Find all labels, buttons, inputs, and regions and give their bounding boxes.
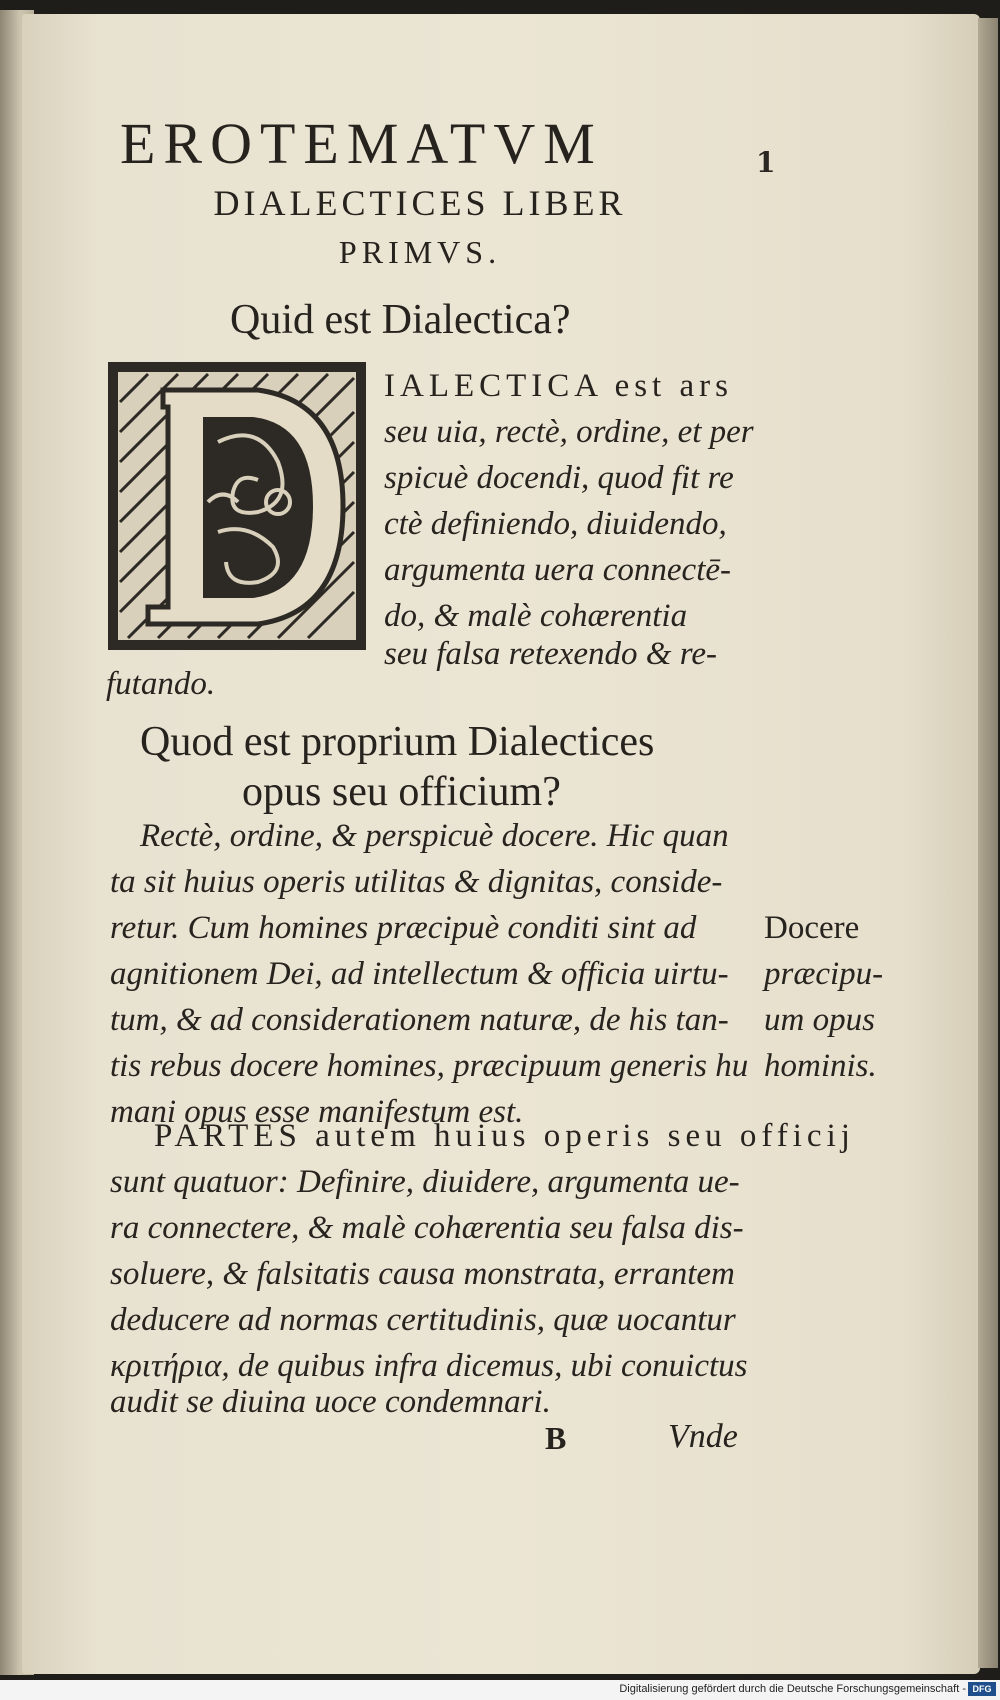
para3-line-4: soluere, & falsitatis causa monstrata, errantem	[110, 1256, 735, 1292]
para3-line-2: sunt quatuor: Definire, diuidere, argumenta ue-	[110, 1164, 740, 1200]
para1-line-3: spicuè docendi, quod fit re	[384, 460, 734, 496]
para2-line-2: ta sit huius operis utilitas & dignitas, conside-	[110, 864, 723, 900]
para2-line-3: retur. Cum homines præcipuè conditi sint ad	[110, 910, 697, 946]
footer-credit: Digitalisierung gefördert durch die Deutsche Forschungsgemeinschaft -	[619, 1683, 966, 1695]
decorated-initial-d	[108, 362, 366, 650]
para1-line-7: seu falsa retexendo & re-	[384, 636, 717, 672]
para1-line-4: ctè definiendo, diuidendo,	[384, 506, 727, 542]
para2-line-5: tum, & ad considerationem naturæ, de his tan-	[110, 1002, 729, 1038]
title-subtitle-2: PRIMVS.	[338, 234, 502, 270]
para3-line-1: PARTES autem huius operis seu officij	[154, 1118, 855, 1154]
para2-line-4: agnitionem Dei, ad intellectum & officia uirtu-	[110, 956, 729, 992]
right-page-edge	[978, 18, 998, 1668]
para3-line-5: deducere ad normas certitudinis, quæ uocantur	[110, 1302, 736, 1338]
margin-note-line-2: præcipu-	[764, 956, 884, 992]
para3-line-6: κριτήρια, de quibus infra dicemus, ubi conuictus	[110, 1348, 748, 1384]
margin-note-line-4: hominis.	[764, 1048, 877, 1084]
heading-proprium-line-2: opus seu officium?	[242, 769, 561, 815]
para1-line-5: argumenta uera connectē-	[384, 552, 731, 588]
para1-line-2: seu uia, rectè, ordine, et per	[384, 414, 754, 450]
title-main: EROTEMATVM	[120, 111, 603, 176]
catchword: Vnde	[668, 1418, 738, 1455]
para1-line-6: do, & malè cohærentia	[384, 598, 688, 634]
margin-note-line-3: um opus	[764, 1002, 875, 1038]
title-subtitle: DIALECTICES LIBER	[213, 183, 627, 223]
signature-mark: B	[545, 1420, 567, 1456]
margin-note-line-1: Docere	[764, 910, 860, 946]
para3-line-7: audit se diuina uoce condemnari.	[110, 1384, 551, 1420]
para1-line-1: IALECTICA est ars	[384, 368, 733, 404]
para2-line-6: tis rebus docere homines, præcipuum generis hu	[110, 1048, 749, 1084]
heading-proprium-line-1: Quod est proprium Dialectices	[140, 719, 655, 765]
para3-line-3: ra connectere, & malè cohærentia seu falsa dis-	[110, 1210, 744, 1246]
dfg-logo: DFG	[968, 1682, 996, 1696]
folio-number: 1	[756, 146, 776, 179]
para2-line-1: Rectè, ordine, & perspicuè docere. Hic quan	[140, 818, 729, 854]
para1-line-8: futando.	[106, 666, 216, 702]
heading-quid-est: Quid est Dialectica?	[230, 297, 571, 343]
para2-line-7: mani opus esse manifestum est.	[110, 1094, 524, 1130]
